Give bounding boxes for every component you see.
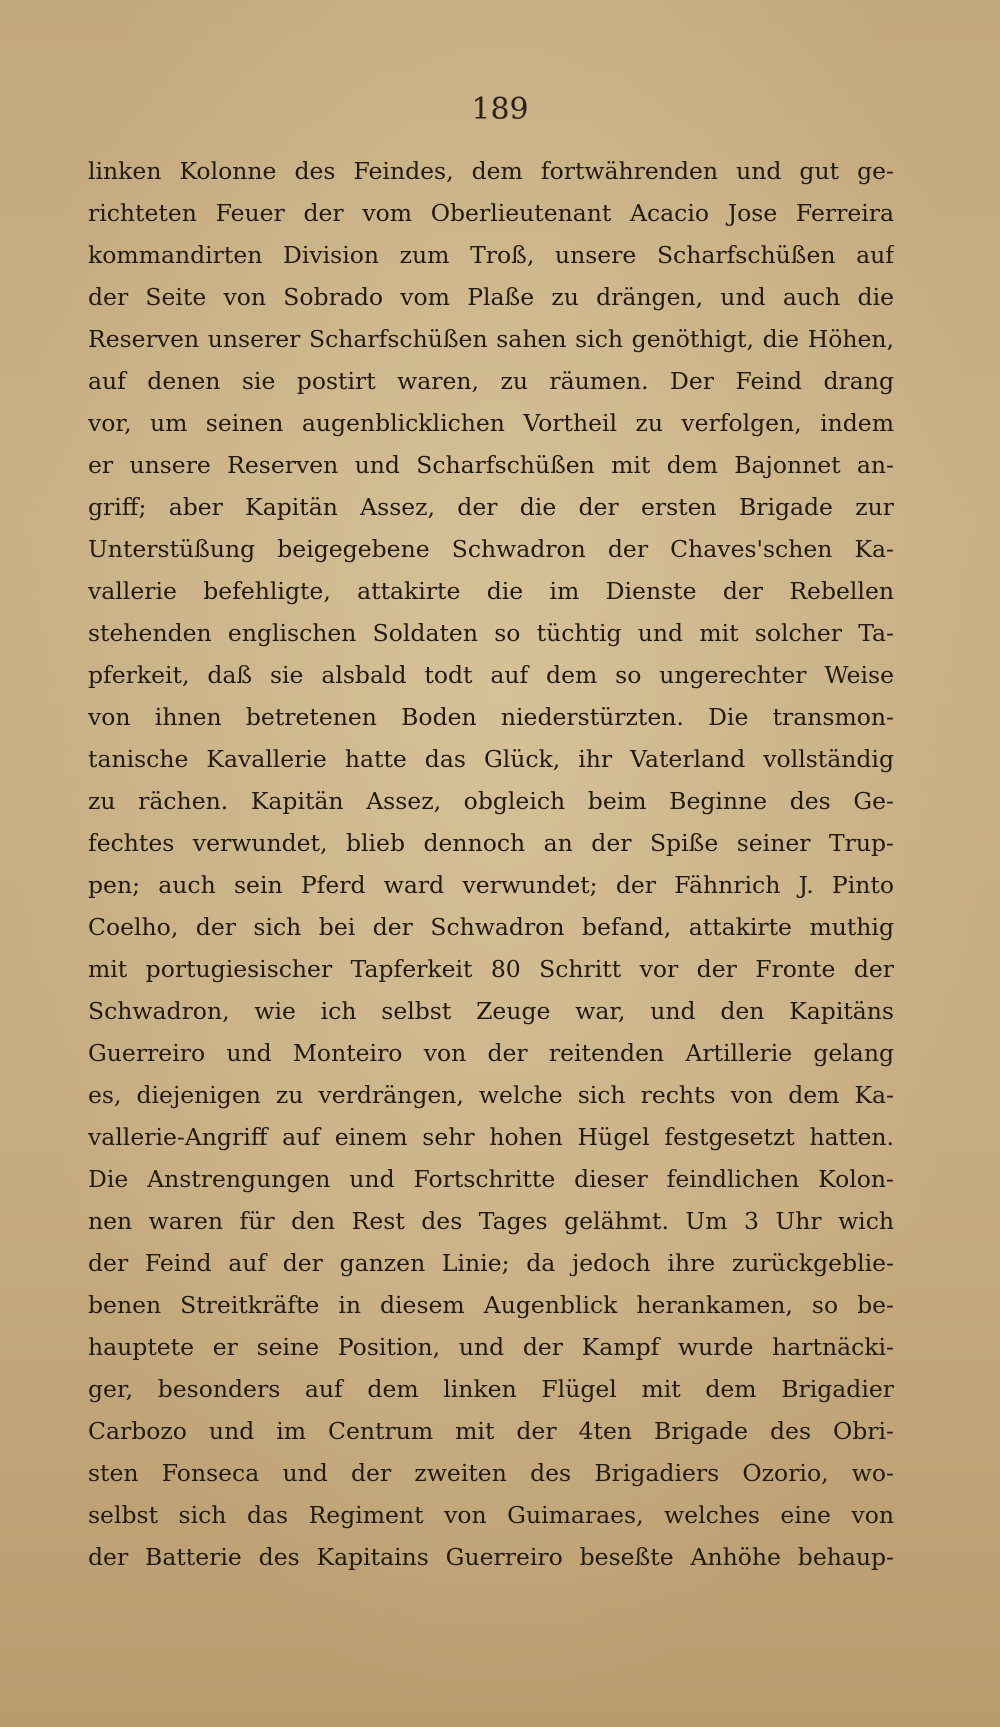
- text-line: Reserven unserer Scharfschüßen sahen sich genöthigt, die Höhen,: [88, 325, 894, 353]
- text-line: griff; aber Kapitän Assez, der die der ersten Brigade zur: [88, 493, 894, 521]
- text-line: Die Anstrengungen und Fortschritte dieser feindlichen Kolon-: [88, 1165, 894, 1193]
- text-line: von ihnen betretenen Boden niederstürzten. Die transmon-: [88, 703, 894, 731]
- text-line: zu rächen. Kapitän Assez, obgleich beim Beginne des Ge-: [88, 787, 894, 815]
- text-line: mit portugiesischer Tapferkeit 80 Schritt vor der Fronte der: [88, 955, 894, 983]
- text-line: pen; auch sein Pferd ward verwundet; der Fähnrich J. Pinto: [88, 871, 894, 899]
- text-line: er unsere Reserven und Scharfschüßen mit dem Bajonnet an-: [88, 451, 894, 479]
- text-line: Guerreiro und Monteiro von der reitenden Artillerie gelang: [88, 1039, 894, 1067]
- text-line: der Seite von Sobrado vom Plaße zu drängen, und auch die: [88, 283, 894, 311]
- text-line: Carbozo und im Centrum mit der 4ten Brigade des Obri-: [88, 1417, 894, 1445]
- text-line: selbst sich das Regiment von Guimaraes, welches eine von: [88, 1501, 894, 1529]
- text-line: sten Fonseca und der zweiten des Brigadiers Ozorio, wo-: [88, 1459, 894, 1487]
- text-line: kommandirten Division zum Troß, unsere Scharfschüßen auf: [88, 241, 894, 269]
- text-line: vallerie-Angriff auf einem sehr hohen Hügel festgesetzt hatten.: [88, 1123, 894, 1151]
- text-line: vor, um seinen augenblicklichen Vortheil zu verfolgen, indem: [88, 409, 894, 437]
- text-line: Unterstüßung beigegebene Schwadron der Chaves'schen Ka-: [88, 535, 894, 563]
- text-line: Coelho, der sich bei der Schwadron befand, attakirte muthig: [88, 913, 894, 941]
- text-line: stehenden englischen Soldaten so tüchtig und mit solcher Ta-: [88, 619, 894, 647]
- text-line: pferkeit, daß sie alsbald todt auf dem so ungerechter Weise: [88, 661, 894, 689]
- text-line: fechtes verwundet, blieb dennoch an der Spiße seiner Trup-: [88, 829, 894, 857]
- text-line: vallerie befehligte, attakirte die im Dienste der Rebellen: [88, 577, 894, 605]
- text-line: benen Streitkräfte in diesem Augenblick herankamen, so be-: [88, 1291, 894, 1319]
- text-line: der Batterie des Kapitains Guerreiro beseßte Anhöhe behaup-: [88, 1543, 894, 1571]
- text-line: hauptete er seine Position, und der Kampf wurde hartnäcki-: [88, 1333, 894, 1361]
- text-line: auf denen sie postirt waren, zu räumen. Der Feind drang: [88, 367, 894, 395]
- body-text: [88, 150, 894, 1578]
- text-line: linken Kolonne des Feindes, dem fortwährenden und gut ge-: [88, 157, 894, 185]
- text-line: der Feind auf der ganzen Linie; da jedoch ihre zurückgeblie-: [88, 1249, 894, 1277]
- text-line: ger, besonders auf dem linken Flügel mit dem Brigadier: [88, 1375, 894, 1403]
- text-line: richteten Feuer der vom Oberlieutenant Acacio Jose Ferreira: [88, 199, 894, 227]
- page-number: 189: [471, 92, 529, 127]
- text-line: nen waren für den Rest des Tages gelähmt. Um 3 Uhr wich: [88, 1207, 894, 1235]
- text-line: es, diejenigen zu verdrängen, welche sich rechts von dem Ka-: [88, 1081, 894, 1109]
- text-line: Schwadron, wie ich selbst Zeuge war, und den Kapitäns: [88, 997, 894, 1025]
- text-line: tanische Kavallerie hatte das Glück, ihr Vaterland vollständig: [88, 745, 894, 773]
